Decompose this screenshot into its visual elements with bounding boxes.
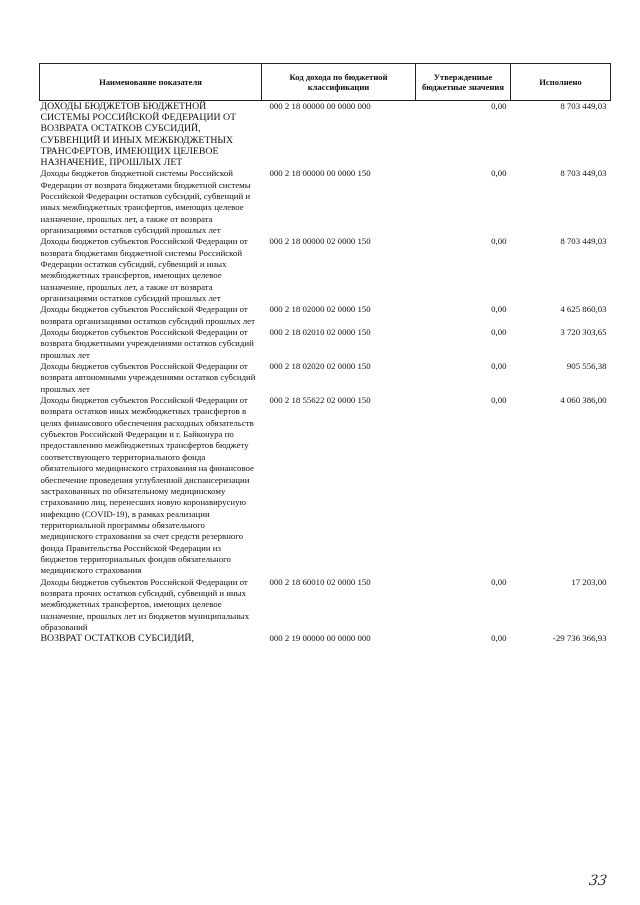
table-row — [40, 327, 611, 361]
row-code: 000 2 18 55622 02 0000 150 — [269, 395, 371, 406]
row-name: Доходы бюджетов бюджетной системы Российской Федерации от возврата бюджетами бюджетной системы Российской Федерации остатков субсидий, субвенций и иных межбюджетных трансфертов, имеющих целевое назначение, прошлых лет, а также от возврата организациями остатков субсидий прошлых лет — [40, 168, 251, 235]
row-code: 000 2 18 00000 00 0000 000 — [262, 101, 416, 169]
header-code: Код дохода по бюджетной классификации — [262, 64, 416, 101]
row-code: 000 2 18 60010 02 0000 150 — [269, 576, 371, 587]
row-approved: 0,00 — [491, 633, 507, 644]
row-name: Доходы бюджетов субъектов Российской Федерации от возврата прочих остатков субсидий, субвенций и иных межбюджетных трансфертов, имеющих целевое назначение, прошлых лет из бюджетов муниципальных образований — [40, 576, 250, 632]
row-name: Доходы бюджетов субъектов Российской Федерации от возврата остатков иных межбюджетных трансфертов в целях финансового обеспечения расходных обязательств субъектов Российской Федерации и г. Байконура по предоставлению межбюджетных трансфертов бюджету соответствующего территориального фонда обязательного медицинского страхования на финансовое обеспечение проведения углубленной диспансеризации застрахованных по обязательному медицинскому страхованию лиц, перенесших новую коронавирусную инфекцию (COVID-19), в рамках реализации территориальной программы обязательного медицинского страхования за счет средств резервного фонда Правительства Российской Федерации из бюджетов территориальных фондов обязательного медицинского страхования — [40, 395, 254, 576]
table-row — [40, 395, 611, 577]
row-executed: 8 703 449,03 — [511, 101, 611, 169]
row-executed: 17 203,00 — [571, 576, 607, 587]
row-executed: 4 625 860,03 — [560, 304, 607, 315]
row-approved: 0,00 — [491, 304, 507, 315]
table-row — [40, 577, 611, 634]
header-name: Наименование показателя — [40, 64, 262, 101]
row-executed: 905 556,38 — [566, 361, 607, 372]
row-name: ДОХОДЫ БЮДЖЕТОВ БЮДЖЕТНОЙ СИСТЕМЫ РОССИЙСКОЙ ФЕДЕРАЦИИ ОТ ВОЗВРАТА ОСТАТКОВ СУБСИДИЙ, СУБВЕНЦИЙ И ИНЫХ МЕЖБЮДЖЕТНЫХ ТРАНСФЕРТОВ, ИМЕЮЩИХ ЦЕЛЕВОЕ НАЗНАЧЕНИЕ, ПРОШЛЫХ ЛЕТ — [40, 101, 262, 169]
row-name: ВОЗВРАТ ОСТАТКОВ СУБСИДИЙ, — [40, 633, 194, 645]
row-executed: 4 060 386,00 — [560, 395, 607, 406]
row-approved: 0,00 — [491, 576, 507, 587]
row-executed: 8 703 449,03 — [560, 168, 607, 179]
header-executed: Исполнено — [511, 64, 611, 101]
row-approved: 0,00 — [491, 327, 507, 338]
table-row — [40, 304, 611, 327]
row-executed: 3 720 303,65 — [560, 327, 607, 338]
report-sheet — [39, 63, 610, 645]
table-row — [40, 633, 611, 644]
row-approved: 0,00 — [491, 236, 507, 247]
row-code: 000 2 19 00000 00 0000 000 — [269, 633, 371, 644]
page-number: 33 — [587, 873, 608, 889]
row-code: 000 2 18 02010 02 0000 150 — [269, 327, 371, 338]
table-header-row — [40, 64, 611, 101]
table-row — [40, 236, 611, 304]
row-name: Доходы бюджетов субъектов Российской Федерации от возврата автономными учреждениями остатков субсидий прошлых лет — [40, 361, 256, 394]
row-approved: 0,00 — [491, 361, 507, 372]
row-executed: -29 736 366,93 — [552, 633, 607, 644]
table-row — [40, 168, 611, 236]
revenue-table — [39, 63, 611, 645]
row-approved: 0,00 — [416, 101, 511, 169]
table-row — [40, 361, 611, 395]
row-name: Доходы бюджетов субъектов Российской Федерации от возврата организациями остатков субсидий прошлых лет — [40, 304, 255, 326]
row-code: 000 2 18 02020 02 0000 150 — [269, 361, 371, 372]
row-executed: 8 703 449,03 — [560, 236, 607, 247]
row-approved: 0,00 — [491, 395, 507, 406]
header-approved: Утвержденные бюджетные значения — [416, 64, 511, 101]
table-row — [40, 101, 611, 169]
row-code: 000 2 18 00000 00 0000 150 — [269, 168, 371, 179]
row-name: Доходы бюджетов субъектов Российской Федерации от возврата бюджетными учреждениями остатков субсидий прошлых лет — [40, 327, 254, 360]
row-name: Доходы бюджетов субъектов Российской Федерации от возврата бюджетами бюджетной системы Российской Федерации остатков субсидий, субвенций и иных межбюджетных трансфертов, имеющих целевое назначение, прошлых лет, а также от возврата организациями остатков субсидий прошлых лет — [40, 236, 248, 303]
row-code: 000 2 18 00000 02 0000 150 — [269, 236, 371, 247]
row-code: 000 2 18 02000 02 0000 150 — [269, 304, 371, 315]
row-approved: 0,00 — [491, 168, 507, 179]
